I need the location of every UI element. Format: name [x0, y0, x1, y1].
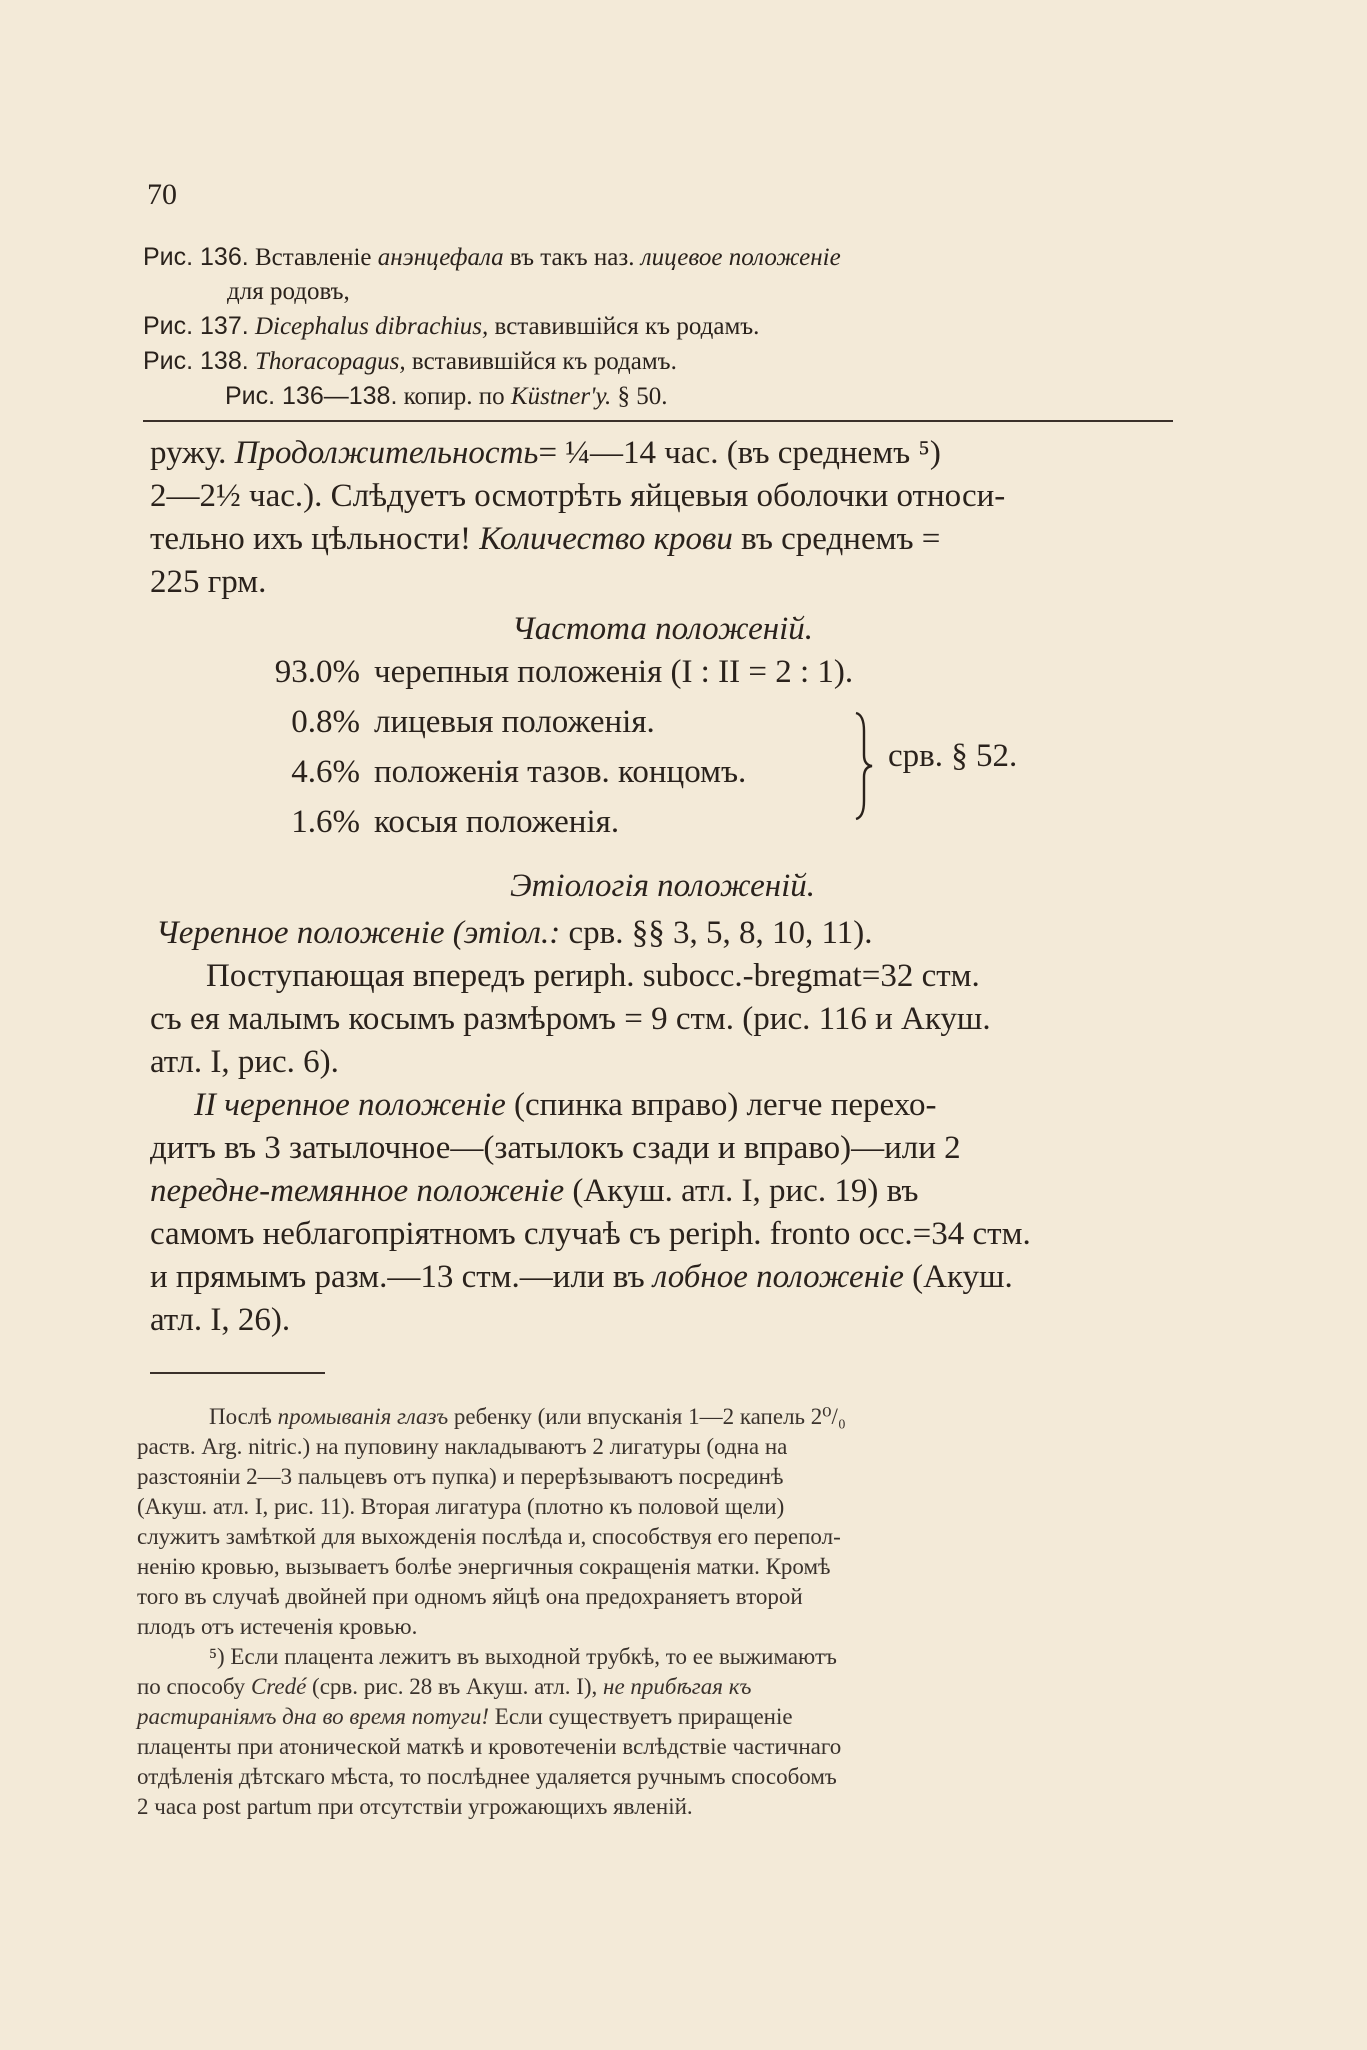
p1-line1: ружу. Продолжительность= ¼—14 час. (въ среднемъ ⁵) — [150, 435, 941, 471]
note2-line6: 2 часа post partum при отсутствіи угрожающихъ явленій. — [137, 1794, 693, 1819]
footnotes — [137, 1402, 1170, 1822]
caption-source: Рис. 136—138. копир. по Küstner'у. § 50. — [225, 382, 668, 410]
heading-frequency: Частота положеній. — [511, 611, 814, 647]
p4-line6: атл. I, 26). — [150, 1302, 291, 1338]
freq-row-2: 0.8% лицевыя положенія. — [291, 704, 655, 740]
page-number: 70 — [147, 178, 177, 211]
p2-line: Черепное положеніе (этіол.: срв. §§ 3, 5, 8, 10, 11). — [156, 915, 873, 951]
p4-line4: самомъ неблагопріятномъ случаѣ съ periph. fronto occ.=34 стм. — [150, 1216, 1031, 1252]
p1-line2: 2—2½ час.). Слѣдуетъ осмотрѣть яйцевыя оболочки относи- — [150, 478, 1006, 514]
footnote-divider — [150, 1372, 325, 1374]
freq-row-3: 4.6% положенія тазов. концомъ. — [291, 754, 747, 790]
note2-line4: плаценты при атонической маткѣ и кровотеченіи вслѣдствіе частичнаго — [137, 1734, 842, 1759]
caption-138: Рис. 138. Thoracopagus, вставившійся къ родамъ. — [143, 347, 677, 375]
freq-row-1: 93.0% черепныя положенія (I : II = 2 : 1). — [274, 654, 854, 690]
p1-line4: 225 грм. — [150, 564, 267, 600]
note1-line7: того въ случаѣ двойней при одномъ яйцѣ она предохраняетъ второй — [137, 1584, 803, 1609]
caption-137: Рис. 137. Dicephalus dibrachius, вставившійся къ родамъ. — [143, 312, 760, 340]
note1-line2: раств. Arg. nitric.) на пуповину накладываютъ 2 лигатуры (одна на — [137, 1434, 788, 1459]
caption-136-cont: для родовъ, — [227, 278, 350, 305]
frequency-reference: срв. § 52. — [888, 738, 1018, 774]
p3-line1: Поступающая впередъ perиph. subocc.-bregmat=32 стм. — [206, 958, 980, 994]
p1-line3: тельно ихъ цѣльности! Количество крови въ среднемъ = — [150, 521, 941, 557]
note1-line3: разстояніи 2—3 пальцевъ отъ пупка) и перерѣзываютъ посрединѣ — [137, 1464, 784, 1489]
caption-136: Рис. 136. Вставленіе анэнцефала въ такъ наз. лицевое положеніе — [143, 243, 841, 271]
freq-row-4: 1.6% косыя положенія. — [291, 804, 620, 840]
p3-line2: съ ея малымъ косымъ размѣромъ = 9 стм. (рис. 116 и Акуш. — [150, 1001, 991, 1037]
p4-line1: II черепное положеніе (спинка вправо) легче перехо- — [194, 1087, 937, 1123]
note1-line4: (Акуш. атл. I, рис. 11). Вторая лигатура (плотно къ половой щели) — [137, 1494, 785, 1519]
caption-divider — [143, 420, 1173, 422]
p3-line3: атл. I, рис. 6). — [150, 1044, 339, 1080]
heading-etiology: Этіологія положеній. — [509, 868, 816, 904]
brace-mark — [850, 711, 876, 821]
note2-line3: растираніямъ дна во время потуги! Если существуетъ приращеніе — [137, 1704, 793, 1729]
note1-line1: Послѣ промыванія глазъ ребенку (или впусканія 1—2 капель 2⁰/₀ — [209, 1404, 846, 1429]
p4-line2: дитъ въ 3 затылочное—(затылокъ сзади и вправо)—или 2 — [150, 1130, 961, 1166]
figure-captions — [143, 240, 1173, 414]
p4-line3: передне-темянное положеніе (Акуш. атл. I, рис. 19) въ — [150, 1173, 919, 1209]
main-text — [150, 432, 1175, 1342]
note2-line1: ⁵) Если плацента лежитъ въ выходной трубкѣ, то ее выжимаютъ — [209, 1644, 837, 1669]
note2-line2: по способу Credé (срв. рис. 28 въ Акуш. атл. I), не прибѣгая къ — [137, 1674, 752, 1699]
frequency-table — [150, 651, 1175, 861]
note2-line5: отдѣленія дѣтскаго мѣста, то послѣднее удаляется ручнымъ способомъ — [137, 1764, 837, 1789]
note1-line5: служитъ замѣткой для выхожденія послѣда и, способствуя его перепол- — [137, 1524, 841, 1549]
p4-line5: и прямымъ разм.—13 стм.—или въ лобное положеніе (Акуш. — [150, 1259, 1013, 1295]
note1-line6: ненію кровью, вызываетъ болѣе энергичныя сокращенія матки. Кромѣ — [137, 1554, 831, 1579]
note1-line8: плодъ отъ истеченія кровью. — [137, 1614, 418, 1639]
